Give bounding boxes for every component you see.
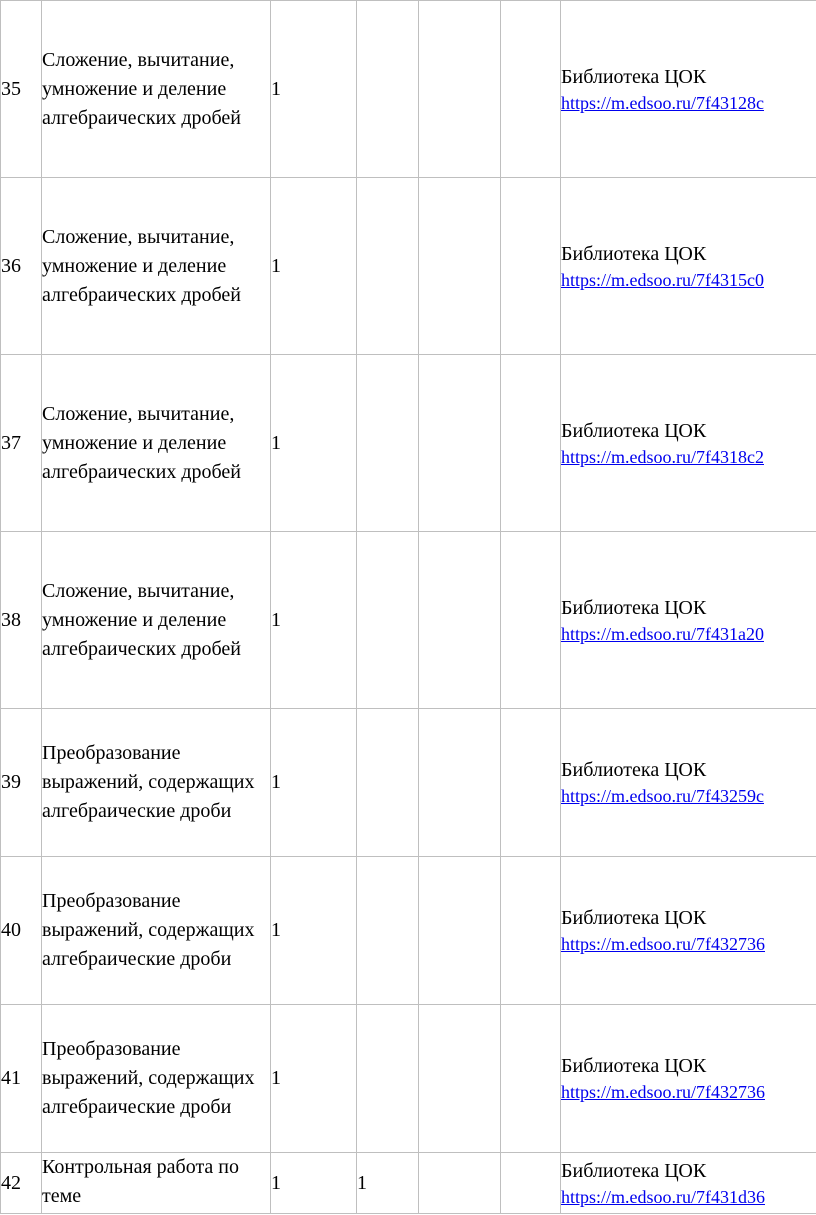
lesson-number: 40	[1, 857, 42, 1005]
resource-label: Библиотека ЦОК	[561, 1055, 707, 1077]
control-works	[357, 857, 419, 1005]
table-row	[1, 1153, 816, 1214]
resource-cell	[561, 355, 816, 532]
resource-label: Библиотека ЦОК	[561, 759, 707, 781]
control-works	[357, 532, 419, 709]
lesson-topic: Преобразование выражений, содержащих алгебраические дроби	[42, 1005, 271, 1153]
lesson-hours: 1	[271, 1, 357, 178]
lesson-topic: Сложение, вычитание, умножение и деление алгебраических дробей	[42, 1, 271, 178]
study-date	[501, 178, 561, 355]
lesson-topic: Контрольная работа по теме	[42, 1153, 271, 1214]
table-row	[1, 1, 816, 178]
lesson-topic: Сложение, вычитание, умножение и деление алгебраических дробей	[42, 178, 271, 355]
practical-works	[419, 857, 501, 1005]
lesson-hours: 1	[271, 709, 357, 857]
resource-link[interactable]: https://m.edsoo.ru/7f43128c	[561, 92, 764, 113]
table-row	[1, 178, 816, 355]
table-row	[1, 355, 816, 532]
resource-link[interactable]: https://m.edsoo.ru/7f4315c0	[561, 269, 764, 290]
resource-label: Библиотека ЦОК	[561, 242, 707, 265]
lesson-number: 37	[1, 355, 42, 532]
study-date	[501, 709, 561, 857]
resource-label: Библиотека ЦОК	[561, 419, 707, 442]
control-works	[357, 178, 419, 355]
lesson-number: 42	[1, 1153, 42, 1214]
resource-cell	[561, 1, 816, 178]
study-date	[501, 857, 561, 1005]
control-works	[357, 1005, 419, 1153]
lesson-hours: 1	[271, 1153, 357, 1214]
control-works	[357, 1, 419, 178]
lesson-number: 39	[1, 709, 42, 857]
study-date	[501, 1, 561, 178]
lesson-hours: 1	[271, 178, 357, 355]
lesson-number: 36	[1, 178, 42, 355]
table-row	[1, 532, 816, 709]
control-works: 1	[357, 1153, 419, 1214]
resource-label: Библиотека ЦОК	[561, 596, 707, 619]
resource-link[interactable]: https://m.edsoo.ru/7f431d36	[561, 1186, 765, 1207]
lesson-topic: Сложение, вычитание, умножение и деление алгебраических дробей	[42, 355, 271, 532]
practical-works	[419, 1153, 501, 1214]
lesson-hours: 1	[271, 355, 357, 532]
study-date	[501, 355, 561, 532]
resource-cell	[561, 709, 816, 857]
table-row	[1, 857, 816, 1005]
control-works	[357, 355, 419, 532]
resource-link[interactable]: https://m.edsoo.ru/7f4318c2	[561, 446, 764, 467]
lesson-topic: Преобразование выражений, содержащих алгебраические дроби	[42, 709, 271, 857]
resource-link[interactable]: https://m.edsoo.ru/7f432736	[561, 1082, 765, 1102]
resource-link[interactable]: https://m.edsoo.ru/7f43259c	[561, 786, 764, 806]
study-date	[501, 1153, 561, 1214]
practical-works	[419, 709, 501, 857]
study-date	[501, 1005, 561, 1153]
lesson-hours: 1	[271, 532, 357, 709]
table-row	[1, 1005, 816, 1153]
resource-label: Библиотека ЦОК	[561, 907, 707, 929]
lesson-hours: 1	[271, 857, 357, 1005]
study-date	[501, 532, 561, 709]
control-works	[357, 709, 419, 857]
resource-label: Библиотека ЦОК	[561, 65, 707, 88]
resource-cell	[561, 1153, 816, 1214]
lesson-topic: Преобразование выражений, содержащих алгебраические дроби	[42, 857, 271, 1005]
lesson-number: 35	[1, 1, 42, 178]
resource-label: Библиотека ЦОК	[561, 1159, 707, 1182]
resource-link[interactable]: https://m.edsoo.ru/7f432736	[561, 934, 765, 954]
resource-cell	[561, 1005, 816, 1153]
practical-works	[419, 1005, 501, 1153]
practical-works	[419, 1, 501, 178]
resource-cell	[561, 857, 816, 1005]
table-row	[1, 709, 816, 857]
practical-works	[419, 532, 501, 709]
lesson-number: 38	[1, 532, 42, 709]
lesson-number: 41	[1, 1005, 42, 1153]
lesson-topic: Сложение, вычитание, умножение и деление алгебраических дробей	[42, 532, 271, 709]
practical-works	[419, 178, 501, 355]
resource-cell	[561, 178, 816, 355]
practical-works	[419, 355, 501, 532]
resource-cell	[561, 532, 816, 709]
resource-link[interactable]: https://m.edsoo.ru/7f431a20	[561, 623, 764, 644]
lesson-hours: 1	[271, 1005, 357, 1153]
